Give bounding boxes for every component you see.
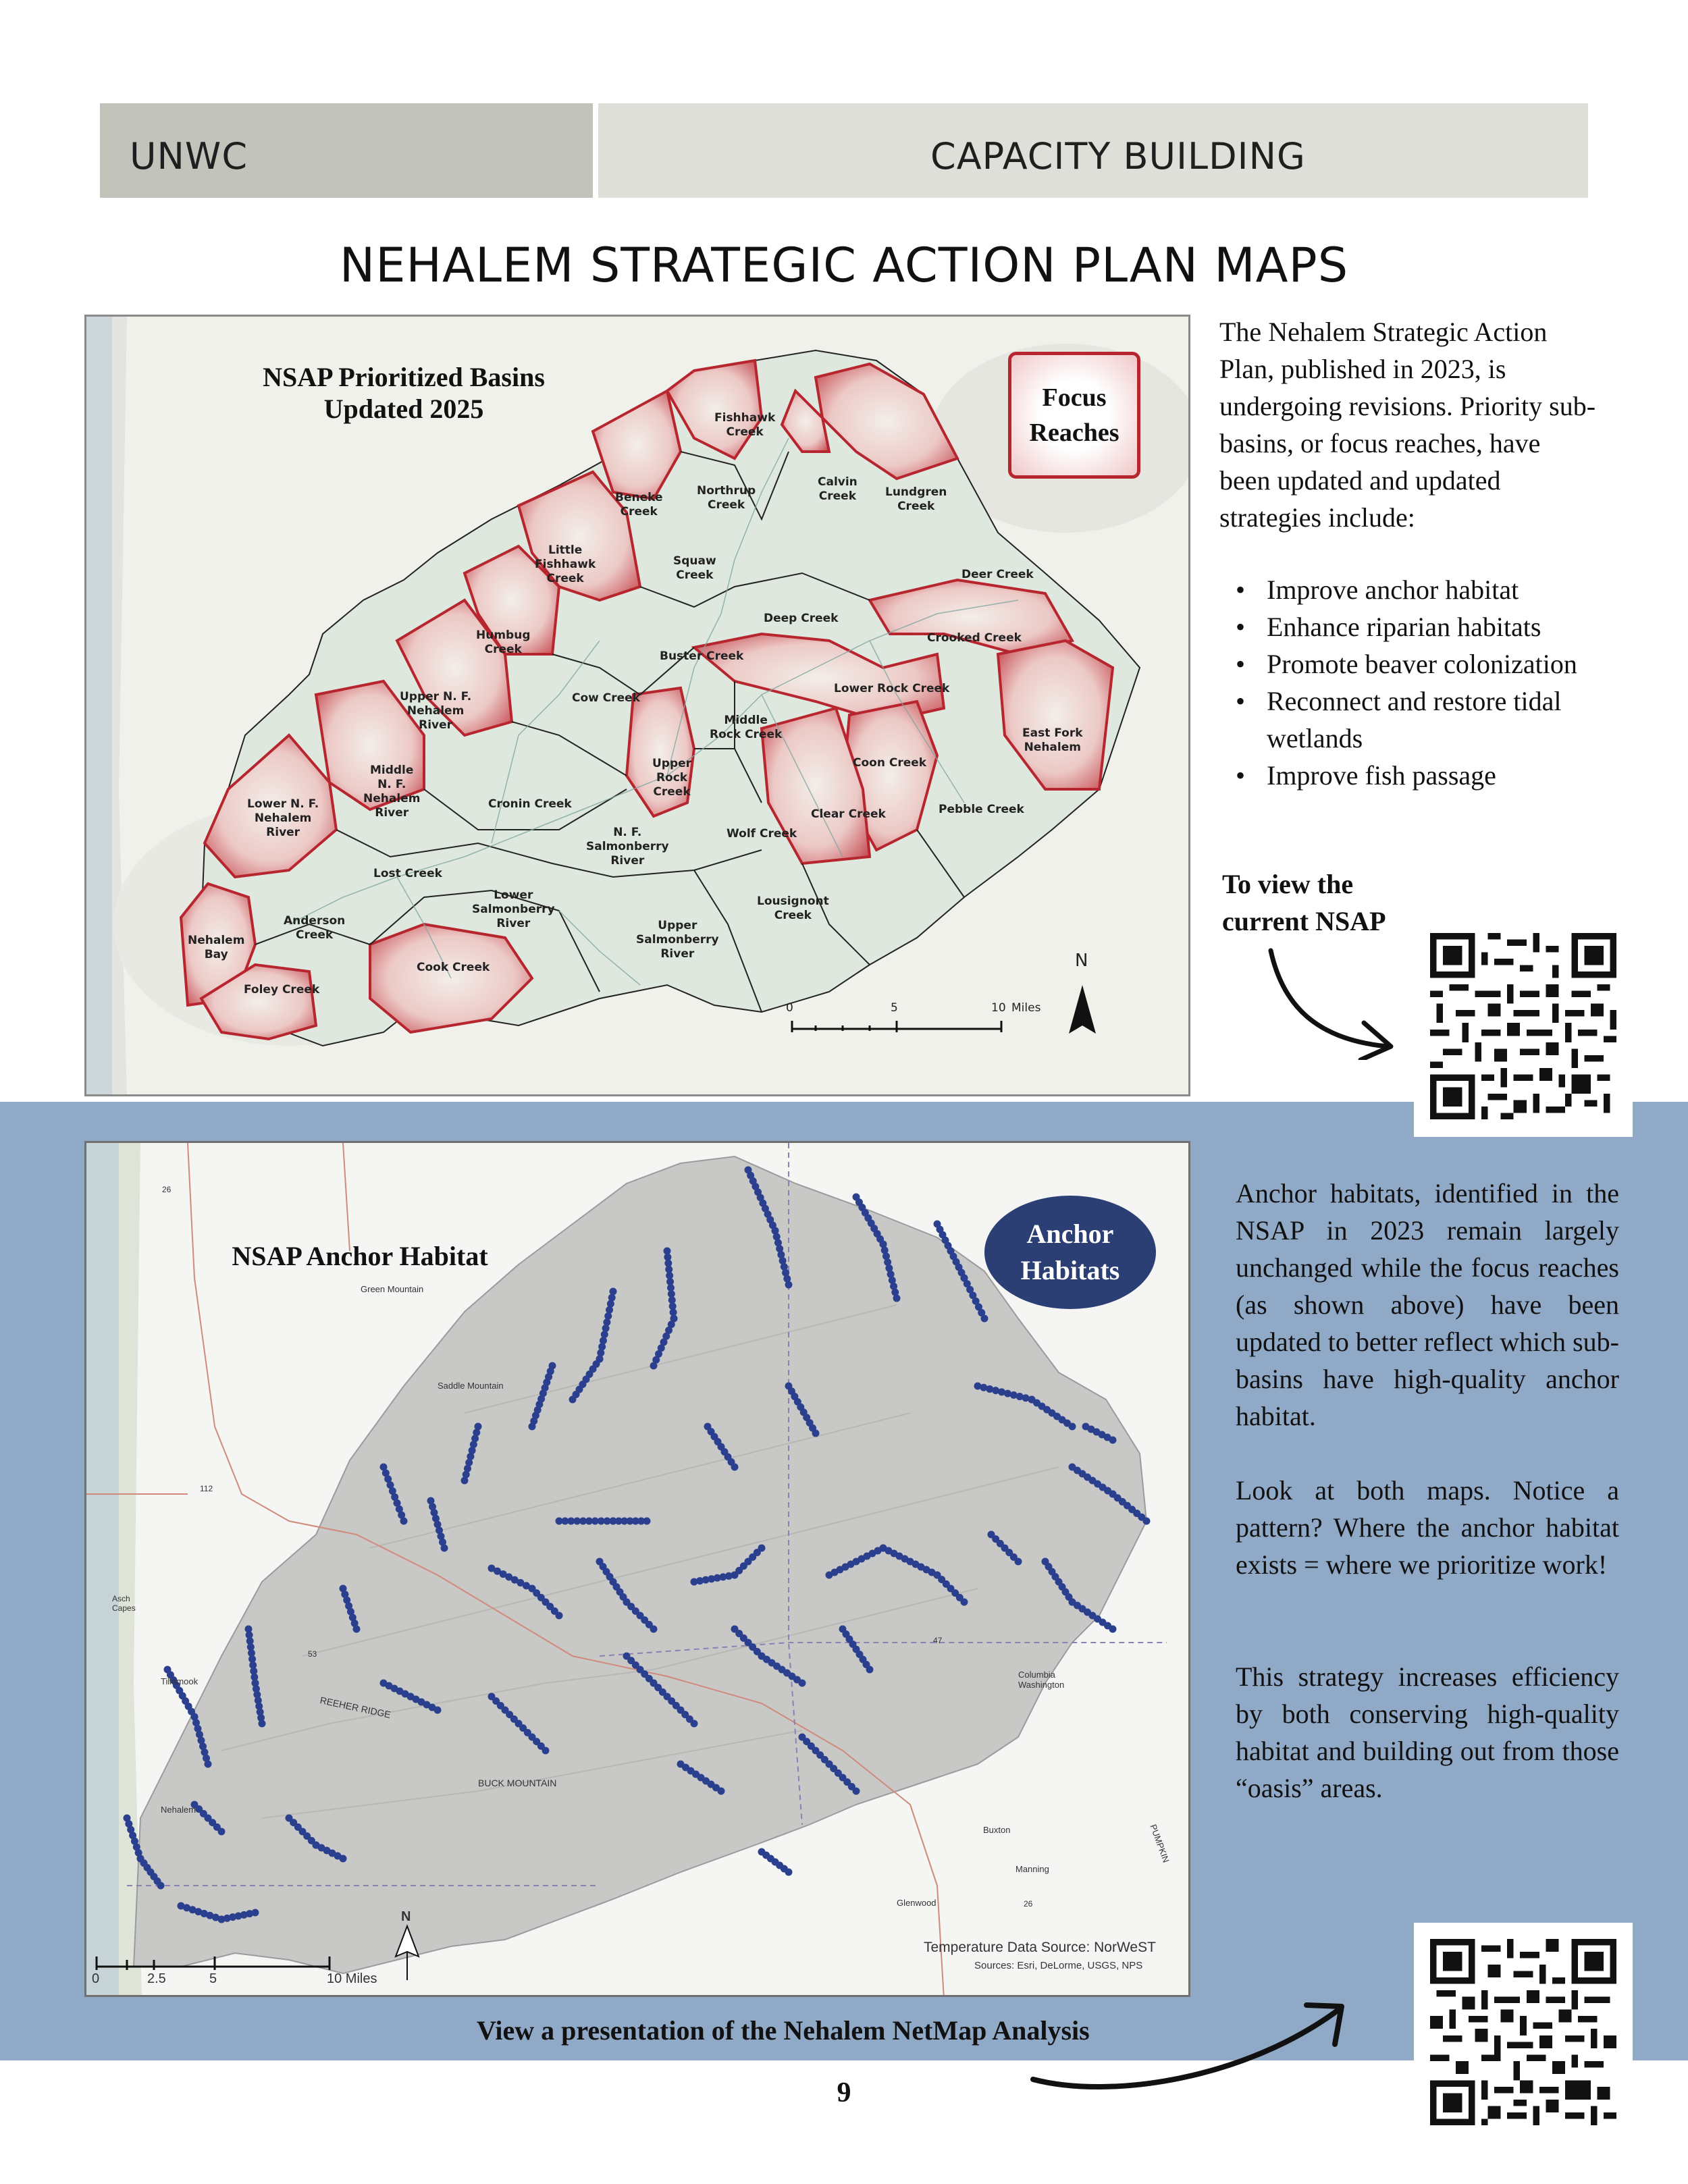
anchor-badge-line1: Anchor <box>1026 1219 1114 1249</box>
label-squaw: Squaw Creek <box>673 554 716 582</box>
anchor-habitat-dot <box>603 1319 610 1326</box>
label-humbug: Humbug Creek <box>476 629 531 656</box>
anchor-habitat-dot <box>731 1464 739 1471</box>
route-47-label: 47 <box>933 1636 943 1645</box>
anchor-habitat-dot <box>1109 1437 1117 1444</box>
label-beneke: Beneke Creek <box>615 491 663 518</box>
place-green-mountain: Green Mountain <box>361 1284 424 1294</box>
label-upper-nf: Upper N. F. Nehalem River <box>400 690 472 732</box>
anchor-habitat-dot <box>259 1720 266 1728</box>
anchor-habitat-dot <box>157 1882 165 1890</box>
map1-title-line2: Updated 2025 <box>323 394 484 424</box>
anchor-habitat-dot <box>1015 1558 1022 1566</box>
anchor-habitat-dot <box>441 1545 448 1552</box>
anchor-habitat-dot <box>606 1306 613 1314</box>
ocean-area <box>86 1143 119 1997</box>
label-crooked: Crooked Creek <box>927 631 1022 645</box>
anchor-habitat-dot <box>650 1626 658 1633</box>
scale-label-10: 10 <box>991 1001 1006 1015</box>
place-pumpkin: PUMPKIN <box>1148 1823 1171 1864</box>
anchor-habitat-dot <box>799 1680 806 1687</box>
label-upper-salmonberry: Upper Salmonberry River <box>636 919 719 961</box>
anchor-habitat-dot <box>610 1288 617 1296</box>
anchor-habitat-dot <box>643 1518 651 1525</box>
scale2-label-2-5: 2.5 <box>147 1971 166 1986</box>
place-manning: Manning <box>1016 1864 1049 1874</box>
label-middle-rock: Middle Rock Creek <box>710 714 783 741</box>
anchor-habitat-dot <box>785 1281 793 1289</box>
route-26b-label: 26 <box>1024 1899 1033 1909</box>
focus-badge-line1: Focus <box>1042 383 1107 412</box>
anchor-habitat-dot <box>218 1828 226 1836</box>
page-number: 9 <box>837 2077 851 2108</box>
anchor-habitat-dot <box>400 1518 408 1525</box>
ocean-area <box>86 317 112 1096</box>
scale-unit: Miles <box>1011 1001 1041 1015</box>
label-coon: Coon Creek <box>853 756 927 770</box>
anchor-habitat-dot <box>252 1909 259 1917</box>
anchor-habitat-dot <box>608 1294 616 1302</box>
label-lousignont: Lousignont Creek <box>757 895 829 922</box>
label-northrup: Northrup Creek <box>697 484 756 512</box>
scale2-label-5: 5 <box>209 1971 217 1986</box>
strategy-list <box>1233 571 1611 794</box>
label-little-fishhawk: Little Fishhawk Creek <box>535 543 596 585</box>
strategy-item: • Improve fish passage <box>1233 757 1611 794</box>
anchor-habitat-dot <box>981 1315 988 1323</box>
place-reeher-ridge: REEHER RIDGE <box>319 1695 392 1720</box>
route-53-label: 53 <box>308 1649 317 1659</box>
label-lost: Lost Creek <box>373 867 442 880</box>
label-lower-rock: Lower Rock Creek <box>834 682 950 695</box>
focus-badge-line2: Reaches <box>1029 419 1119 447</box>
map2-title: NSAP Anchor Habitat <box>232 1241 488 1271</box>
view-nsap-callout <box>1222 865 1386 940</box>
north-label-2: N <box>401 1909 411 1924</box>
anchor-habitat-dot <box>607 1300 614 1308</box>
label-lower-salmonberry: Lower Salmonberry River <box>472 888 555 930</box>
anchor-habitat-dot <box>718 1788 725 1795</box>
map1-title-line1: NSAP Prioritized Basins <box>263 362 545 392</box>
anchor-habitat-dot <box>529 1423 536 1431</box>
label-east-fork: East Fork Nehalem <box>1022 726 1083 754</box>
anchor-habitat-map <box>84 1141 1190 1997</box>
anchor-habitat-dot <box>597 1349 604 1356</box>
label-middle-nf: Middle N. F. Nehalem River <box>363 764 421 820</box>
netmap-qr-code[interactable] <box>1414 1923 1633 2143</box>
anchor-paragraph: Anchor habitats, identified in the NSAP in 2023 remain largely unchanged while the focus reaches (as shown above) have been updated to better reflect which sub-basins have high-quality anchor habitat. <box>1236 1178 1619 1431</box>
label-nehalem-bay: Nehalem Bay <box>188 934 245 961</box>
anchor-habitat-dot <box>569 1396 577 1404</box>
anchor-habitat-dot <box>542 1747 550 1755</box>
view-nsap-line2: current NSAP <box>1222 906 1386 936</box>
pattern-paragraph: Look at both maps. Notice a pattern? Where the anchor habitat exists = where we prioritize work! <box>1236 1475 1619 1580</box>
label-lower-nf: Lower N. F. Nehalem River <box>247 797 319 839</box>
map1-title <box>235 361 573 425</box>
intro-paragraph: The Nehalem Strategic Action Plan, published in 2023, is undergoing revisions. Priority sub-basins, or focus reaches, have been updated and updated strategies include: <box>1219 317 1596 533</box>
anchor-habitat-dot <box>785 1869 793 1876</box>
label-cow: Cow Creek <box>572 691 641 705</box>
anchor-habitat-dot <box>598 1343 606 1350</box>
anchor-habitat-dot <box>1109 1626 1117 1633</box>
label-pebble: Pebble Creek <box>939 803 1024 816</box>
anchor-habitat-dot <box>461 1477 469 1485</box>
label-cronin: Cronin Creek <box>488 797 572 811</box>
header-org-label: UNWC <box>130 135 248 178</box>
anchor-habitat-dot <box>600 1337 607 1344</box>
label-cook: Cook Creek <box>417 961 490 974</box>
anchor-habitat-dot <box>340 1855 347 1863</box>
netmap-presentation-link[interactable]: View a presentation of the Nehalem NetMap Analysis <box>477 2015 1090 2046</box>
strategy-item: • Reconnect and restore tidal wetlands <box>1233 683 1611 757</box>
route-26-label: 26 <box>162 1185 172 1194</box>
place-saddle-mountain: Saddle Mountain <box>438 1381 504 1391</box>
label-upper-rock: Upper Rock Creek <box>652 757 692 799</box>
scale-label-0: 0 <box>786 1001 793 1015</box>
place-columbia-washington: Columbia Washington <box>1018 1670 1065 1690</box>
north-arrow <box>1069 985 1096 1034</box>
header-section-label: CAPACITY BUILDING <box>930 135 1306 178</box>
label-clear: Clear Creek <box>811 807 886 821</box>
anchor-habitat-dot <box>853 1788 860 1795</box>
label-deer: Deer Creek <box>961 568 1034 581</box>
anchor-habitats-badge <box>984 1196 1156 1309</box>
anchor-habitat-dot <box>650 1362 658 1370</box>
view-nsap-line1: To view the <box>1222 869 1354 899</box>
anchor-habitat-dot <box>604 1312 612 1320</box>
place-ash-capes: Asch Capes <box>112 1594 136 1613</box>
place-buxton: Buxton <box>983 1825 1011 1835</box>
scale2-label-10: 10 Miles <box>327 1971 377 1986</box>
nsap-qr-code[interactable] <box>1414 917 1633 1137</box>
prioritized-basins-map <box>84 315 1190 1096</box>
label-nf-salmonberry: N. F. Salmonberry River <box>586 826 669 868</box>
anchor-habitat-dot <box>601 1331 608 1338</box>
curved-arrow-icon-2 <box>1030 1978 1354 2093</box>
strategy-paragraph: This strategy increases efficiency by both conserving high-quality habitat and building out from those “oasis” areas. <box>1236 1661 1619 1803</box>
label-anderson: Anderson Creek <box>284 914 346 942</box>
anchor-habitat-dot <box>758 1545 766 1552</box>
anchor-habitat-dot <box>691 1720 698 1728</box>
qr-code-icon <box>1430 933 1616 1119</box>
place-buck-mountain: BUCK MOUNTAIN <box>478 1778 557 1788</box>
scale-label-5: 5 <box>891 1001 898 1015</box>
label-fishhawk: Fishhawk Creek <box>714 411 776 439</box>
label-wolf: Wolf Creek <box>727 827 797 841</box>
place-tillamook: Tillamook <box>161 1676 199 1686</box>
anchor-habitat-dot <box>353 1626 361 1633</box>
label-calvin: Calvin Creek <box>818 475 858 503</box>
label-foley: Foley Creek <box>244 983 320 996</box>
page-title: NEHALEM STRATEGIC ACTION PLAN MAPS <box>339 238 1349 293</box>
strategy-item: • Improve anchor habitat <box>1233 571 1611 608</box>
data-source-line: Temperature Data Source: NorWeST <box>924 1940 1156 1955</box>
anchor-habitat-dot <box>434 1707 442 1714</box>
curved-arrow-icon <box>1263 945 1398 1060</box>
anchor-habitat-dot <box>812 1430 820 1437</box>
anchor-habitat-dot <box>1069 1423 1076 1431</box>
anchor-habitat-dot <box>961 1599 968 1606</box>
anchor-habitat-dot <box>1143 1518 1151 1525</box>
anchor-habitat-dot <box>205 1761 212 1768</box>
strategy-item: • Enhance riparian habitats <box>1233 608 1611 645</box>
place-nehalem: Nehalem <box>161 1805 196 1815</box>
label-buster: Buster Creek <box>660 649 744 663</box>
north-label: N <box>1075 951 1088 971</box>
scale2-label-0: 0 <box>92 1971 100 1986</box>
anchor-habitat-dot <box>893 1295 901 1302</box>
anchor-badge-line2: Habitats <box>1020 1255 1120 1285</box>
place-glenwood: Glenwood <box>897 1898 937 1908</box>
sources-line: Sources: Esri, DeLorme, USGS, NPS <box>974 1960 1143 1971</box>
scale-bar <box>792 1021 1001 1032</box>
focus-reaches-badge <box>1008 352 1140 479</box>
strategy-item: • Promote beaver colonization <box>1233 645 1611 683</box>
anchor-habitat-dot <box>602 1325 610 1332</box>
anchor-habitat-dot <box>556 1612 563 1620</box>
anchor-habitat-dot <box>866 1666 874 1674</box>
route-112-label: 112 <box>200 1484 213 1493</box>
label-lundgren: Lundgren Creek <box>885 485 947 513</box>
label-deep: Deep Creek <box>764 612 839 625</box>
